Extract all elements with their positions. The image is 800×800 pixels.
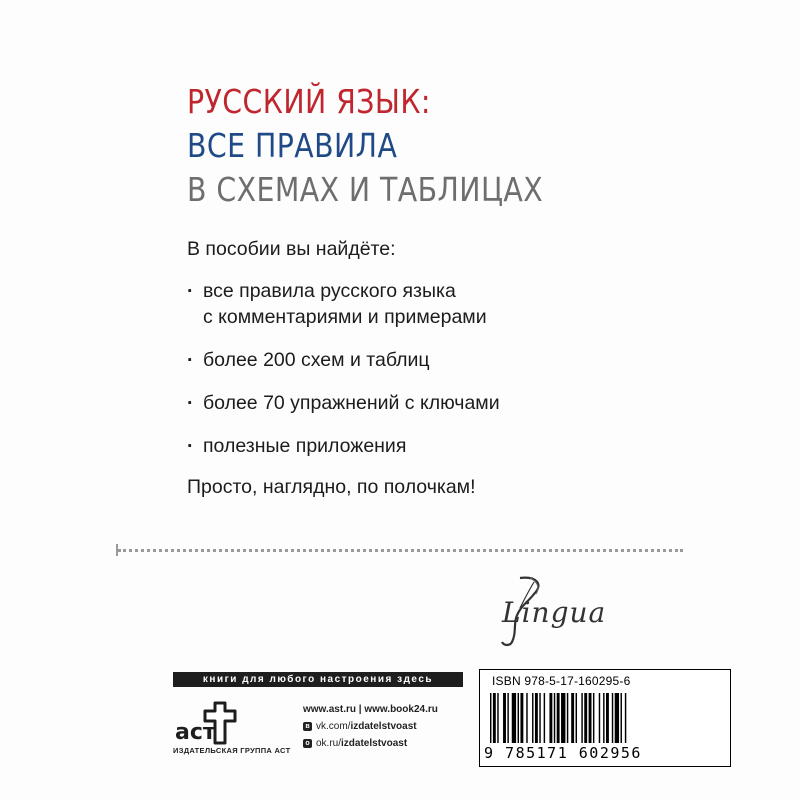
barcode-bar	[507, 693, 508, 743]
feature-item: · все правила русского языка с комментариями и примерами	[187, 278, 747, 330]
title-line-1: РУССКИЙ ЯЗЫК:	[187, 82, 431, 121]
barcode-bar	[593, 693, 594, 743]
lingua-series-logo	[490, 572, 620, 652]
barcode-bar	[526, 693, 527, 743]
barcode-bar	[490, 693, 491, 743]
barcode-bar	[549, 693, 552, 743]
barcode-bar	[603, 693, 604, 743]
barcode-bar	[493, 693, 496, 743]
barcode-bar	[503, 693, 506, 743]
barcode-bar	[554, 693, 555, 743]
barcode-bar	[544, 693, 545, 743]
ok-icon: о	[303, 739, 312, 748]
barcode-bar	[612, 693, 613, 743]
dotted-divider	[118, 549, 683, 552]
slogan-bar: книги для любого настроения здесь	[173, 672, 463, 687]
description	[187, 236, 747, 520]
barcode-bar	[512, 693, 516, 743]
ast-logo-letters: аст	[175, 720, 216, 745]
cover-title	[187, 80, 747, 212]
barcode-bar	[557, 693, 560, 743]
vk-link[interactable]	[303, 718, 438, 735]
website-links[interactable]: www.ast.ru | www.book24.ru	[303, 704, 438, 715]
barcode-bar	[532, 693, 533, 743]
vk-icon: в	[303, 722, 312, 731]
lingua-wordmark: Lingua	[502, 596, 607, 629]
barcode-bar	[625, 693, 626, 743]
title-line-2: ВСЕ ПРАВИЛА	[187, 126, 398, 165]
feature-item: · более 200 схем и таблиц	[187, 347, 747, 373]
barcode-bar	[561, 693, 565, 743]
ok-link-handle: izdatelstvoast	[341, 738, 408, 749]
description-tagline: Просто, наглядно, по полочкам!	[187, 476, 476, 498]
barcode-number: 9 785171 602956	[484, 744, 642, 762]
barcode-bar	[621, 693, 622, 743]
isbn-barcode-box	[479, 669, 731, 767]
barcode-bar	[606, 693, 609, 743]
title-line-3: В СХЕМАХ И ТАБЛИЦАХ	[187, 170, 544, 209]
vk-link-handle: izdatelstvoast	[350, 721, 417, 732]
feature-item: · полезные приложения	[187, 433, 747, 459]
isbn-label: ISBN 978-5-17-160295-6	[492, 674, 631, 688]
barcode-bar	[615, 693, 619, 743]
barcode-bar	[589, 693, 592, 743]
barcode-bar	[581, 693, 582, 743]
ast-logo-icon	[173, 695, 313, 747]
barcode-bar	[497, 693, 498, 743]
publisher-caption: ИЗДАТЕЛЬСКАЯ ГРУППА АСТ	[173, 746, 291, 755]
barcode-bar	[576, 693, 577, 743]
barcode-bar	[584, 693, 587, 743]
barcode-bar	[571, 693, 574, 743]
ok-link-prefix: ok.ru/	[316, 738, 342, 749]
vk-link-prefix: vk.com/	[316, 721, 351, 732]
feature-list	[187, 278, 747, 459]
barcode-bar	[567, 693, 568, 743]
description-intro: В пособии вы найдёте:	[187, 238, 396, 260]
barcode-bar	[520, 693, 523, 743]
barcode-bar	[535, 693, 538, 743]
barcode-bar	[539, 693, 540, 743]
barcode-bar	[599, 693, 600, 743]
barcode-image	[484, 693, 726, 749]
publisher-links	[303, 701, 438, 752]
ok-link[interactable]	[303, 735, 438, 752]
feature-item: · более 70 упражнений с ключами	[187, 390, 747, 416]
barcode-bar	[518, 693, 519, 743]
